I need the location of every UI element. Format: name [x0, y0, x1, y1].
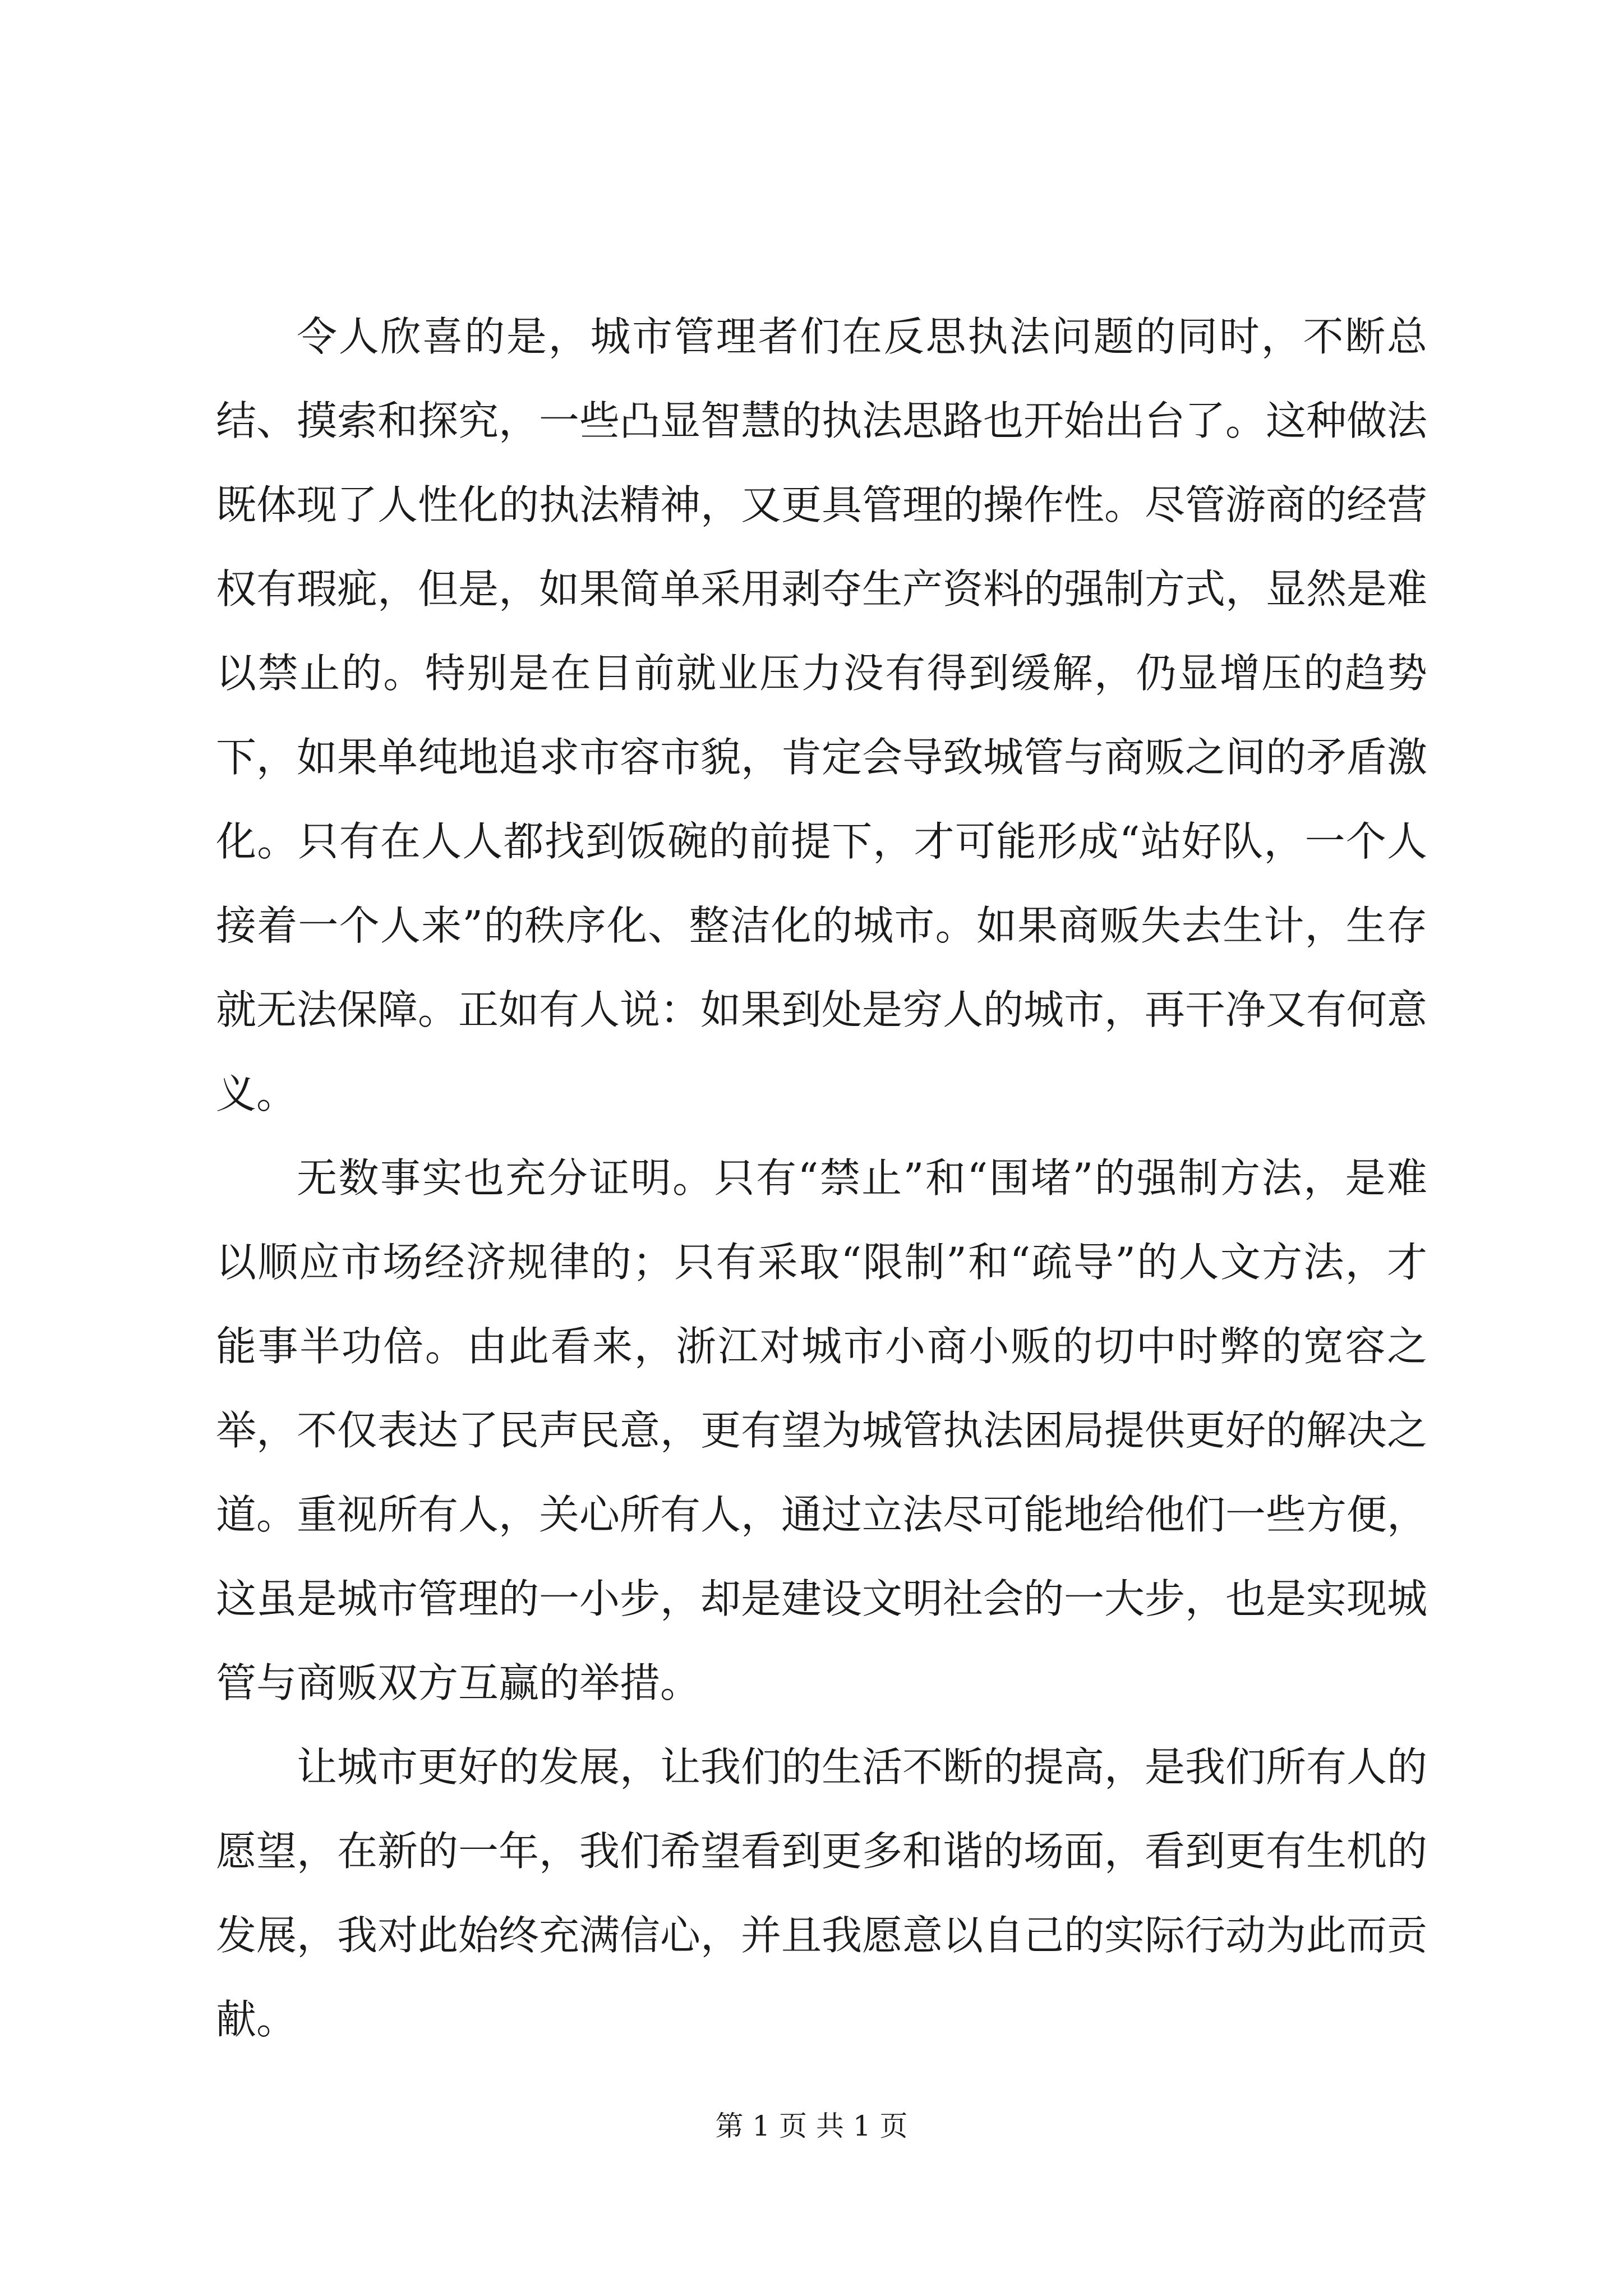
document-body — [216, 295, 1427, 2062]
page-footer: 第 1 页 共 1 页 — [715, 2110, 908, 2142]
paragraph-2: 无数事实也充分证明。只有“禁止”和“围堵”的强制方法，是难以顺应市场经济规律的；只有采取“限制”和“疏导”的人文方法，才能事半功倍。由此看来，浙江对城市小商小贩的切中时弊的宽容之举，不仅表达了民声民意，更有望为城管执法困局提供更好的解决之道。重视所有人，关心所有人，通过立法尽可能地给他们一些方便，这虽是城市管理的一小步，却是建设文明社会的一大步，也是实现城管与商贩双方互赢的举措。 — [216, 1154, 1428, 1706]
paragraph-3: 让城市更好的发展，让我们的生活不断的提高，是我们所有人的愿望，在新的一年，我们希望看到更多和谐的场面，看到更有生机的发展，我对此始终充满信心，并且我愿意以自己的实际行动为此而贡献。 — [216, 1743, 1428, 2043]
paragraph-1: 令人欣喜的是，城市管理者们在反思执法问题的同时，不断总结、摸索和探究，一些凸显智慧的执法思路也开始出台了。这种做法既体现了人性化的执法精神，又更具管理的操作性。尽管游商的经营权有瑕疵，但是，如果简单采用剥夺生产资料的强制方式，显然是难以禁止的。特别是在目前就业压力没有得到缓解，仍显增压的趋势下，如果单纯地追求市容市貌，肯定会导致城管与商贩之间的矛盾激化。只有在人人都找到饭碗的前提下，才可能形成“站好队，一个人接着一个人来”的秩序化、整洁化的城市。如果商贩失去生计，生存就无法保障。正如有人说：如果到处是穷人的城市，再干净又有何意义。 — [216, 313, 1428, 1117]
